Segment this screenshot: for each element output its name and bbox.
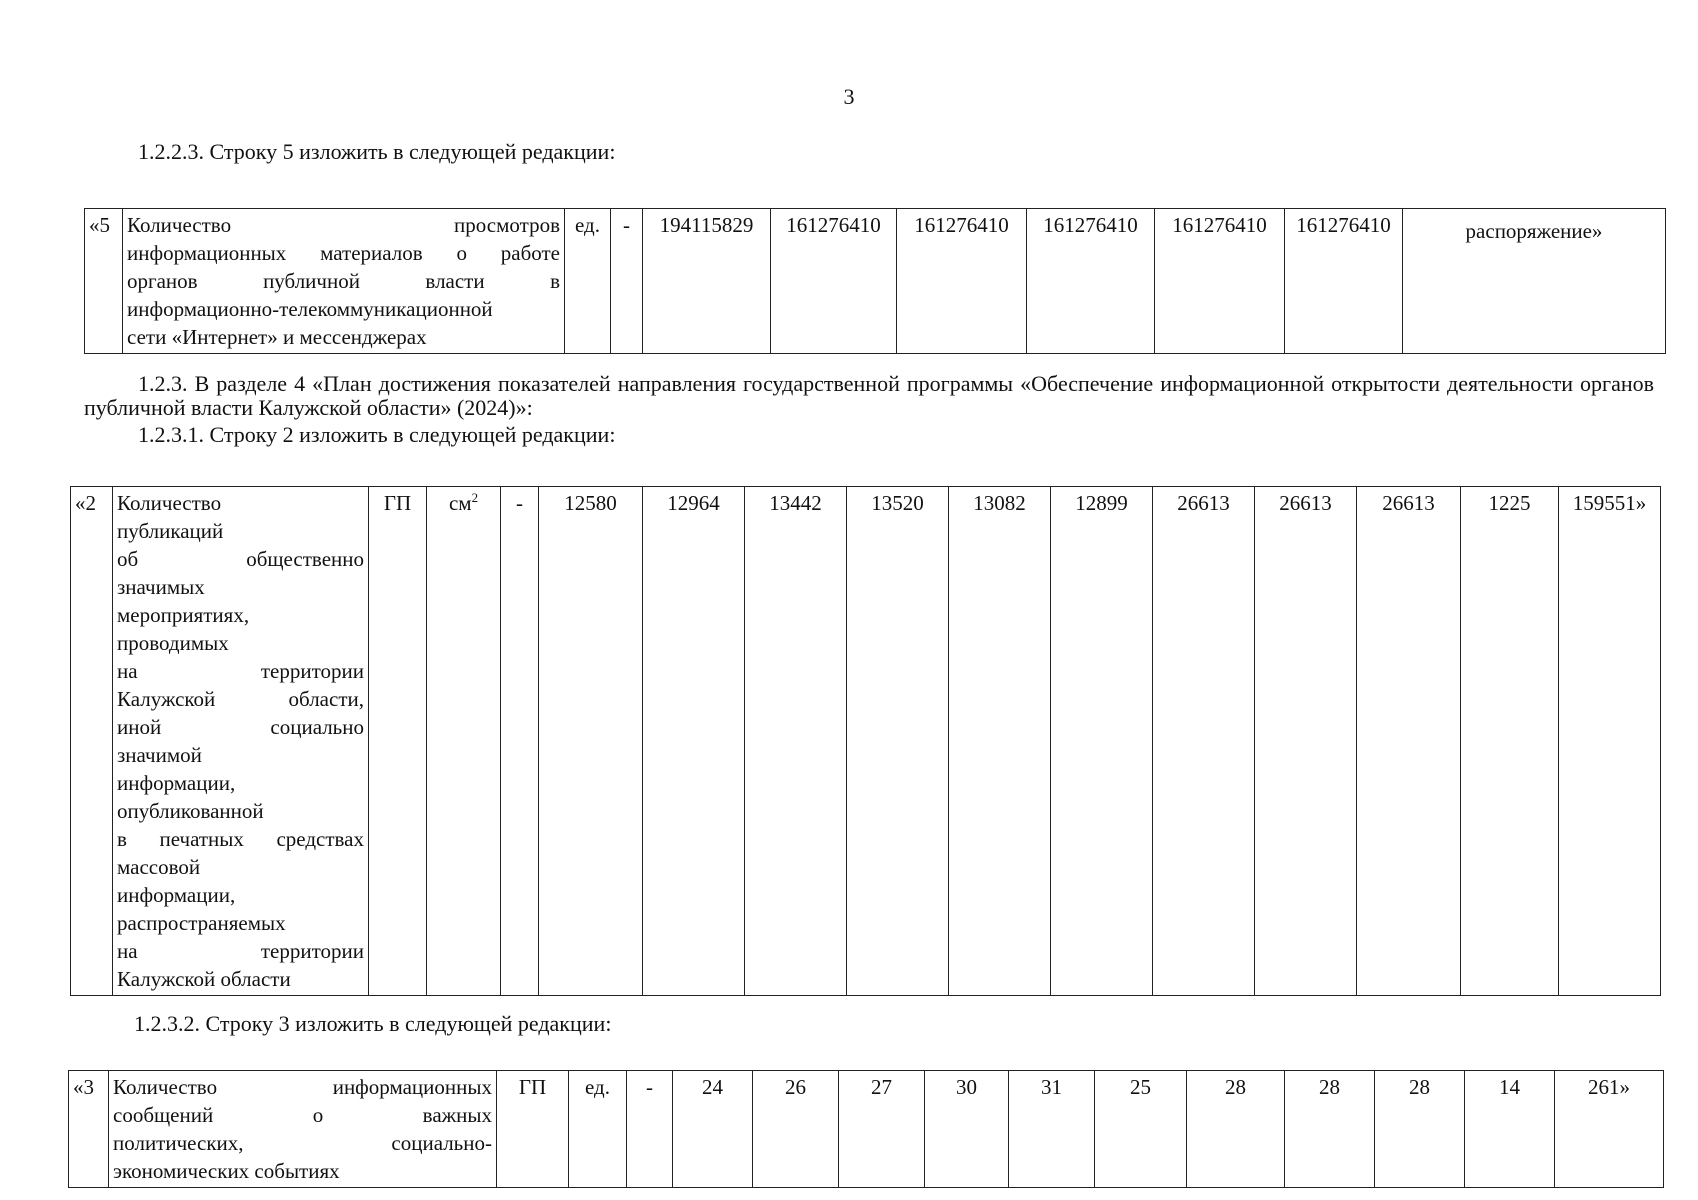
value-cell: 1225 xyxy=(1461,487,1559,996)
row-number: «3 xyxy=(69,1071,109,1188)
value-cell: 159551» xyxy=(1559,487,1661,996)
desc-line: Количество просмотров xyxy=(127,213,560,237)
paragraph-1-2-3: 1.2.3. В разделе 4 «План достижения показателей направления государственной программы «Обеспечение информационной открытости деятельности органов публичной власти Калужской области» (2024)»: xyxy=(84,371,1654,420)
desc-line: сети «Интернет» и мессенджерах xyxy=(127,325,427,349)
unit: ед. xyxy=(569,1071,627,1188)
desc-line: информационно-телекоммуникационной xyxy=(127,297,493,321)
paragraph-1-2-2-3: 1.2.2.3. Строку 5 изложить в следующей редакции: xyxy=(138,139,616,164)
desc-line: информации, xyxy=(117,883,236,907)
table-row-2 xyxy=(70,486,1661,996)
level: ГП xyxy=(369,487,427,996)
unit xyxy=(427,487,501,996)
table-row-5 xyxy=(84,208,1666,354)
value-cell: 12580 xyxy=(539,487,643,996)
value-cell: 161276410 xyxy=(1285,209,1403,354)
desc-line: Количество информационных xyxy=(113,1075,492,1099)
value-cell: 28 xyxy=(1187,1071,1285,1188)
desc-line: на территории xyxy=(117,659,364,683)
paragraph-1-2-3-2: 1.2.3.2. Строку 3 изложить в следующей редакции: xyxy=(134,1011,612,1036)
level: ГП xyxy=(497,1071,569,1188)
value-cell: 26 xyxy=(753,1071,839,1188)
value-cell: 161276410 xyxy=(897,209,1027,354)
row-number: «2 xyxy=(71,487,113,996)
unit-text: см xyxy=(448,491,472,515)
desc-line: публикаций xyxy=(117,519,224,543)
value-cell: 28 xyxy=(1375,1071,1465,1188)
indicator-name xyxy=(109,1071,497,1188)
page-number: 3 xyxy=(843,84,855,109)
value-cell: 27 xyxy=(839,1071,925,1188)
desc-line: органов публичной власти в xyxy=(127,269,560,293)
value-cell: 30 xyxy=(925,1071,1009,1188)
desc-line: проводимых xyxy=(117,631,229,655)
desc-line: в печатных средствах xyxy=(117,827,364,851)
desc-line: Количество xyxy=(117,491,222,515)
desc-line: Калужской области, xyxy=(117,687,364,711)
value-cell: 28 xyxy=(1285,1071,1375,1188)
value-cell: 24 xyxy=(673,1071,753,1188)
value-cell: 26613 xyxy=(1153,487,1255,996)
paragraph-1-2-3-1: 1.2.3.1. Строку 2 изложить в следующей редакции: xyxy=(138,422,616,447)
value-cell: 12899 xyxy=(1051,487,1153,996)
desc-line: массовой xyxy=(117,855,201,879)
table-row-3 xyxy=(68,1070,1664,1188)
value-cell: 31 xyxy=(1009,1071,1095,1188)
document-type: распоряжение» xyxy=(1403,209,1666,354)
desc-line: экономических событиях xyxy=(113,1159,340,1183)
desc-line: на территории xyxy=(117,939,364,963)
indicator-name xyxy=(113,487,369,996)
desc-line: информации, xyxy=(117,771,236,795)
desc-line: информационных материалов о работе xyxy=(127,241,560,265)
unit: ед. xyxy=(565,209,611,354)
value-cell: 194115829 xyxy=(643,209,771,354)
value-cell: 13082 xyxy=(949,487,1051,996)
desc-line: иной социально xyxy=(117,715,364,739)
value-cell: 13520 xyxy=(847,487,949,996)
value-cell: 26613 xyxy=(1255,487,1357,996)
value-cell: 14 xyxy=(1465,1071,1555,1188)
value-cell: 261» xyxy=(1555,1071,1664,1188)
desc-line: Калужской области xyxy=(117,967,291,991)
desc-line: сообщений о важных xyxy=(113,1103,492,1127)
value-cell: 161276410 xyxy=(1027,209,1155,354)
value-cell: 161276410 xyxy=(771,209,897,354)
dash: - xyxy=(501,487,539,996)
desc-line: мероприятиях, xyxy=(117,603,250,627)
desc-line: распространяемых xyxy=(117,911,286,935)
dash: - xyxy=(627,1071,673,1188)
dash: - xyxy=(611,209,643,354)
value-cell: 25 xyxy=(1095,1071,1187,1188)
value-cell: 161276410 xyxy=(1155,209,1285,354)
value-cell: 13442 xyxy=(745,487,847,996)
desc-line: политических, социально- xyxy=(113,1131,492,1155)
value-cell: 12964 xyxy=(643,487,745,996)
desc-line: опубликованной xyxy=(117,799,264,823)
desc-line: значимой xyxy=(117,743,202,767)
value-cell: 26613 xyxy=(1357,487,1461,996)
desc-line: значимых xyxy=(117,575,205,599)
unit-superscript: 2 xyxy=(471,490,479,505)
desc-line: об общественно xyxy=(117,547,364,571)
indicator-name xyxy=(123,209,565,354)
row-number: «5 xyxy=(85,209,123,354)
